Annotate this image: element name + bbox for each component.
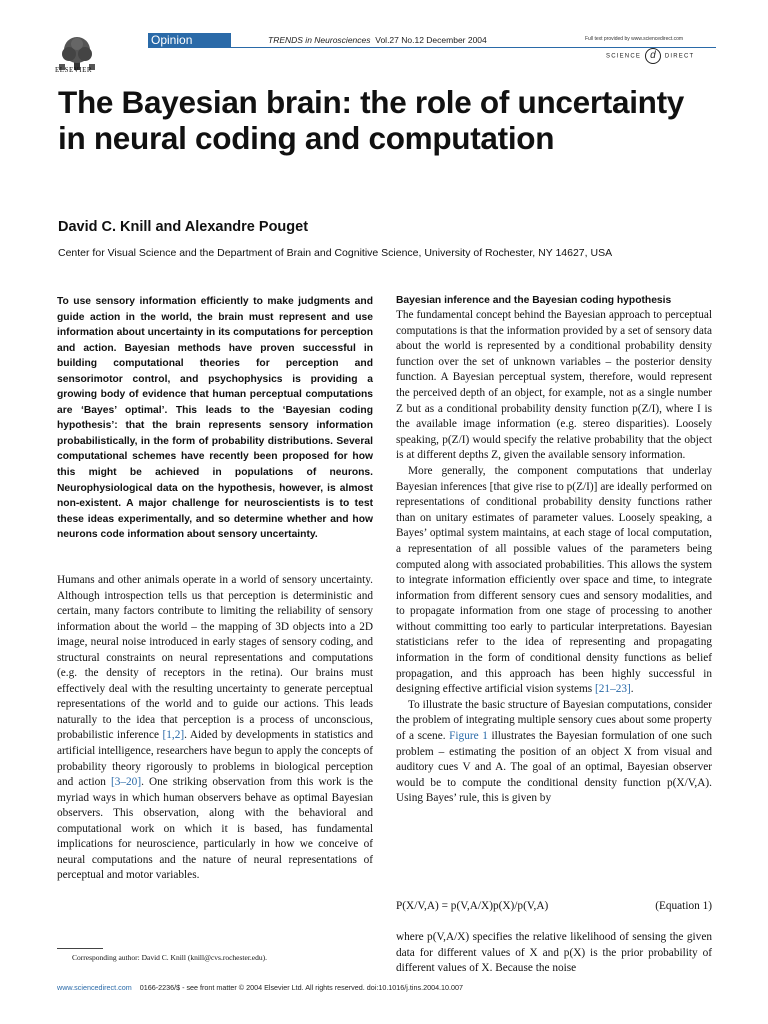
- journal-info: [268, 35, 487, 45]
- equation-1: [396, 900, 712, 912]
- publisher-name: ELSEVIER: [55, 66, 93, 74]
- citation-link[interactable]: [3–20]: [110, 776, 142, 789]
- equation-formula: P(X/V,A) = p(V,A/X)p(X)/p(V,A): [396, 900, 549, 912]
- paragraph-4: where p(V,A/X) specifies the relative likelihood of sensing the given data for different values of X and p(X) is the prior probability of different values of X. Because the noise: [396, 931, 712, 975]
- article-affiliation: Center for Visual Science and the Department of Brain and Cognitive Science, University of Rochester, NY 14627, USA: [58, 247, 613, 259]
- citation-link[interactable]: [1,2]: [162, 729, 185, 742]
- sd-at-icon: d: [645, 48, 661, 64]
- corresponding-author-note: Corresponding author: David C. Knill (knill@cvs.rochester.edu).: [72, 953, 267, 962]
- section-heading: Bayesian inference and the Bayesian coding hypothesis: [396, 295, 672, 306]
- intro-paragraph: [57, 573, 373, 884]
- citation-link[interactable]: [21–23]: [595, 683, 631, 696]
- fulltext-notice: Full text provided by www.sciencedirect.com: [585, 36, 684, 42]
- article-title: The Bayesian brain: the role of uncertainty in neural coding and computation: [58, 84, 684, 156]
- equation-label: (Equation 1): [655, 900, 712, 912]
- intro-text-3: . One striking observation from this work is the myriad ways in which human observers behave as optimal Bayesian observers. This observation, along with the behavioral and computational work on which it is based, has fundamental implications for neuroscience, particularly in how we conceive of neural computations and the nature of neural representations of perceptual and motor variables.: [57, 776, 373, 882]
- figure-link[interactable]: Figure 1: [449, 730, 488, 743]
- paragraph-3-end: illustrates the Bayesian formulation of one such problem – estimating the position of an object X from visual and auditory cues V and A. The goal of an optimal, Bayesian observer would be to compute the conditional density function p(X/V,A). Using Bayes’ rule, this is given by: [396, 730, 712, 805]
- paragraph-2: [396, 464, 712, 698]
- sciencedirect-logo: [606, 48, 694, 64]
- paragraph-3-text: To illustrate the basic structure of Bayesian computations, consider the problem of integrating multiple sensory cues about some property of a scene.: [396, 698, 712, 743]
- section-label: Opinion: [148, 33, 231, 47]
- paragraph-2-text: More generally, the component computations that underlay Bayesian inferences [that give rise to p(Z/I)] are ideally performed on representations of conditional probability density functions rather than on unitary estimates of parameter values. Loosely speaking, a Bayes’ optimal system maintains, at each stage of local computation, a representation of all possible values of the parameters being computed along with associated probabilities. This allows the system to integrate information efficiently over space and time, to integrate information from different sensory cues and sensory modalities, and to propagate information from one stage of processing to another without committing too early to particular interpretations. Bayesian statisticians refer to the idea of representing and propagating information in the form of conditional density functions as belief propagation, and this approach has been highly successful in designing effective artificial vision systems: [396, 464, 712, 696]
- intro-text-2: . Aided by developments in statistics and artificial intelligence, researchers have begun to apply the concepts of probability theory rigorously to problems in biological perception and action: [57, 729, 374, 789]
- abstract: To use sensory information efficiently to make judgments and guide action in the world, the brain must represent and use information about uncertainty in its computations for perception and action. Bayesian methods have proven successful in building computational theories for perception and sensorimotor control, and psychophysics is providing a growing body of evidence that human perceptual computations are ‘Bayes’ optimal’. This leads to the ‘Bayesian coding hypothesis’: that the brain represents sensory information probabilistically, in the form of probability distributions. Several computational schemes have recently been proposed for how this might be achieved in populations of neurons. Neurophysiological data on the hypothesis, however, is almost non-existent. A major challenge for neuroscientists is to test these ideas experimentally, and so determine whether and how neurons code information about sensory uncertainty.: [57, 296, 373, 541]
- footnote-rule: [57, 948, 103, 949]
- journal-volume: Vol.27 No.12 December 2004: [375, 35, 487, 45]
- sciencedirect-link[interactable]: www.sciencedirect.com: [57, 983, 132, 992]
- article-authors: David C. Knill and Alexandre Pouget: [58, 219, 309, 235]
- section-body: [396, 308, 712, 807]
- sd-left: SCIENCE: [606, 53, 642, 60]
- paragraph-1: The fundamental concept behind the Bayesian approach to perceptual computations is that the information provided by a set of sensory data about the world is represented by a conditional probability density function over the set of unknown variables – the posterior density function. A Bayesian perceptual system, therefore, would represent the perceived depth of an object, for example, not as a single number Z but as a conditional probability density function p(Z/I), where I is the available image information (e.g. stereo disparities). Loosely speaking, p(Z/I) would specify the relative probability that the object is at different depths Z, given the available sensory information.: [396, 309, 712, 462]
- intro-text-1: Humans and other animals operate in a world of sensory uncertainty. Although introspection tells us that perception is deterministic and certain, many factors contribute to limiting the reliability of sensory information about the world – the mapping of 3D objects into a 2D image, neural noise introduced in early stages of sensory coding, and structural constraints on neural representations and computations (e.g. the density of receptors in the retina). Our brains must effectively deal with the resulting uncertainty to generate perceptual representations of the world and to guide our actions. This leads naturally to the idea that perception is a process of unconscious, probabilistic inference: [57, 574, 373, 742]
- elsevier-tree-logo: [55, 34, 99, 84]
- journal-name: TRENDS in Neurosciences: [268, 35, 371, 45]
- page-footer: [57, 983, 463, 992]
- paragraph-3: [396, 698, 712, 807]
- sd-right: DIRECT: [664, 53, 695, 60]
- footer-info: 0166-2236/$ - see front matter © 2004 Elsevier Ltd. All rights reserved. doi:10.1016/j.tins.2004.10.007: [139, 983, 464, 992]
- paragraph-2-end: .: [630, 683, 634, 696]
